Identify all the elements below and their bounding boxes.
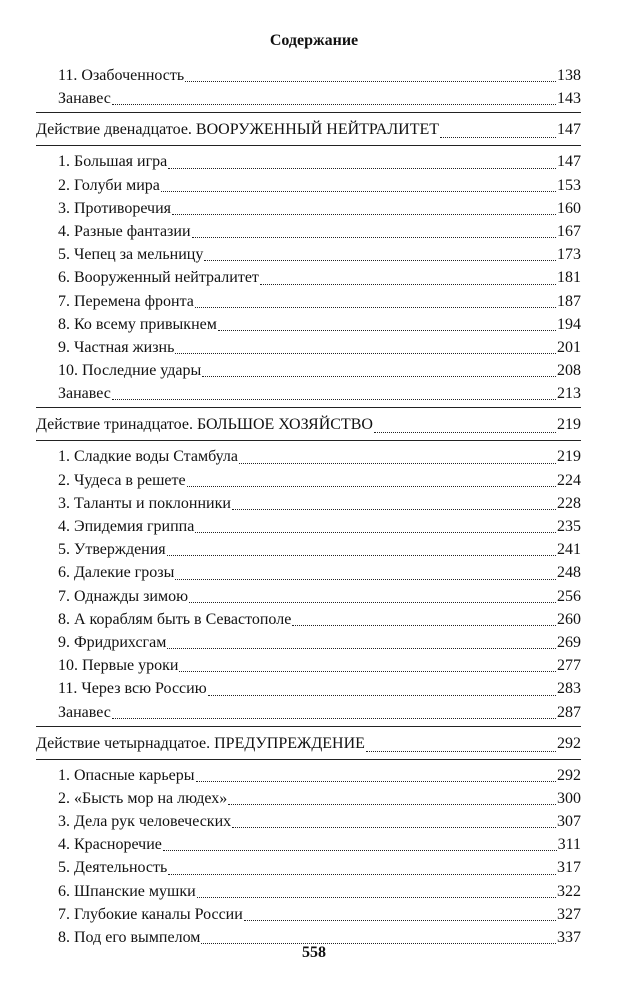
toc-entry-title: 2. Голуби мира (58, 176, 160, 194)
toc-entry (36, 833, 581, 856)
toc-entry (36, 654, 581, 677)
table-of-contents (36, 64, 581, 949)
toc-entry (36, 764, 581, 787)
toc-entry-page: 213 (557, 385, 581, 403)
dot-leader (374, 412, 556, 438)
dot-leader (167, 631, 556, 654)
toc-entry-page: 224 (557, 471, 581, 489)
toc-entry-page: 269 (557, 633, 581, 651)
toc-entry-page: 287 (557, 703, 581, 721)
toc-entry (36, 677, 581, 700)
toc-entry (36, 515, 581, 538)
toc-entry-title: 11. Через всю Россию (58, 680, 207, 698)
toc-entry-title: 3. Противоречия (58, 199, 172, 217)
toc-entry-title: 2. «Бысть мор на людех» (58, 789, 228, 807)
toc-entry-title: Занавес (58, 90, 111, 108)
dot-leader (185, 64, 556, 87)
dot-leader (168, 150, 556, 173)
toc-entry-page: 219 (557, 416, 581, 434)
toc-entry-title: 1. Сладкие воды Стамбула (58, 448, 238, 466)
toc-entry-title: 7. Глубокие каналы России (58, 905, 243, 923)
dot-leader (366, 731, 556, 757)
dot-leader (175, 336, 556, 359)
section-divider (36, 112, 581, 113)
toc-entry-page: 317 (557, 859, 581, 877)
toc-entry (36, 856, 581, 879)
toc-entry-title: Действие четырнадцатое. ПРЕДУПРЕЖДЕНИЕ (36, 734, 365, 752)
toc-entry-title: 8. А кораблям быть в Севастополе (58, 610, 292, 628)
toc-entry-page: 181 (557, 269, 581, 287)
toc-entry-page: 219 (557, 448, 581, 466)
dot-leader (187, 469, 556, 492)
toc-entry-page: 160 (557, 199, 581, 217)
toc-entry (36, 174, 581, 197)
dot-leader (179, 654, 556, 677)
toc-entry-title: Занавес (58, 703, 111, 721)
toc-entry-page: 194 (557, 315, 581, 333)
toc-entry-title: 10. Последние удары (58, 362, 202, 380)
page-title: Содержание (269, 32, 359, 49)
toc-entry-title: Занавес (58, 385, 111, 403)
toc-entry-title: 5. Чепец за мельницу (58, 246, 204, 264)
toc-entry (36, 903, 581, 926)
toc-entry-title: Действие двенадцатое. ВООРУЖЕННЫЙ НЕЙТРАЛИТЕТ (36, 121, 440, 139)
toc-entry (36, 313, 581, 336)
toc-entry-page: 228 (557, 494, 581, 512)
toc-entry-page: 322 (557, 882, 581, 900)
dot-leader (260, 266, 556, 289)
toc-entry-title: 9. Частная жизнь (58, 338, 175, 356)
toc-entry-page: 337 (557, 929, 581, 946)
toc-entry-page: 153 (557, 176, 581, 194)
toc-entry (36, 336, 581, 359)
toc-entry-title: 1. Опасные карьеры (58, 766, 195, 784)
toc-entry-title: 4. Разные фантазии (58, 222, 191, 240)
dot-leader (208, 677, 556, 700)
toc-entry-page: 208 (557, 362, 581, 380)
dot-leader (292, 608, 556, 631)
section-divider (36, 726, 581, 727)
dot-leader (192, 220, 557, 243)
toc-entry-page: 277 (557, 657, 581, 675)
dot-leader (195, 515, 556, 538)
toc-entry-title: Действие тринадцатое. БОЛЬШОЕ ХОЗЯЙСТВО (36, 416, 373, 434)
toc-entry (36, 585, 581, 608)
toc-entry-page: 300 (557, 789, 581, 807)
toc-entry-title: 8. Под его вымпелом (58, 929, 201, 946)
toc-entry-page: 138 (557, 67, 581, 84)
toc-entry-title: 4. Эпидемия гриппа (58, 518, 195, 535)
dot-leader (163, 833, 557, 856)
toc-entry-title: 7. Однажды зимою (58, 587, 189, 605)
toc-entry (36, 608, 581, 631)
dot-leader (168, 856, 556, 879)
toc-entry-page: 201 (557, 338, 581, 356)
dot-leader (195, 290, 556, 313)
toc-entry (36, 266, 581, 289)
toc-entry (36, 787, 581, 810)
dot-leader (204, 243, 556, 266)
toc-entry (36, 382, 581, 405)
toc-entry-title: 11. Озабоченность (58, 67, 185, 84)
section-divider (36, 145, 581, 146)
dot-leader (112, 87, 556, 110)
dot-leader (196, 764, 556, 787)
toc-entry-page: 327 (557, 905, 581, 923)
toc-entry-title: 5. Утверждения (58, 541, 166, 559)
toc-entry-page: 292 (557, 766, 581, 784)
toc-entry (36, 64, 581, 87)
dot-leader (232, 810, 556, 833)
toc-entry-title: 2. Чудеса в решете (58, 471, 186, 489)
toc-entry-title: 3. Дела рук человеческих (58, 813, 232, 831)
dot-leader (189, 585, 556, 608)
toc-entry-page: 167 (557, 222, 581, 240)
toc-entry-page: 147 (557, 153, 581, 171)
toc-entry (36, 631, 581, 654)
toc-entry-page: 248 (557, 564, 581, 582)
dot-leader (175, 561, 556, 584)
dot-leader (202, 359, 556, 382)
toc-entry-title: 4. Красноречие (58, 836, 162, 854)
dot-leader (167, 538, 556, 561)
toc-entry (36, 492, 581, 515)
toc-entry-page: 260 (557, 610, 581, 628)
toc-entry-page: 283 (557, 680, 581, 698)
toc-entry-title: 5. Деятельность (58, 859, 168, 877)
toc-entry-title: 7. Перемена фронта (58, 292, 194, 310)
toc-entry-page: 147 (557, 121, 581, 139)
dot-leader (218, 313, 556, 336)
dot-leader (239, 445, 556, 468)
toc-entry-title: 6. Вооруженный нейтралитет (58, 269, 259, 287)
toc-chapter-entry (36, 412, 581, 438)
toc-chapter-entry (36, 117, 581, 143)
dot-leader (112, 701, 556, 724)
toc-entry (36, 87, 581, 110)
section-divider (36, 440, 581, 441)
toc-entry (36, 197, 581, 220)
dot-leader (244, 903, 556, 926)
dot-leader (172, 197, 556, 220)
toc-entry-page: 307 (557, 813, 581, 831)
toc-entry-page: 235 (557, 518, 581, 535)
page-number: 558 (302, 944, 326, 961)
toc-entry-title: 1. Большая игра (58, 153, 168, 171)
toc-entry (36, 561, 581, 584)
toc-entry (36, 359, 581, 382)
dot-leader (112, 382, 556, 405)
dot-leader (161, 174, 556, 197)
toc-entry-page: 241 (557, 541, 581, 559)
toc-entry-title: 6. Шпанские мушки (58, 882, 196, 900)
toc-entry (36, 150, 581, 173)
toc-entry-page: 292 (557, 734, 581, 752)
dot-leader (232, 492, 556, 515)
toc-entry-title: 8. Ко всему привыкнем (58, 315, 217, 333)
section-divider (36, 759, 581, 760)
toc-entry-title: 10. Первые уроки (58, 657, 179, 675)
dot-leader (197, 880, 556, 903)
toc-entry (36, 880, 581, 903)
toc-entry-page: 311 (557, 836, 581, 854)
toc-entry-page: 256 (557, 587, 581, 605)
toc-entry (36, 243, 581, 266)
toc-entry (36, 538, 581, 561)
toc-entry-title: 9. Фридрихсгам (58, 633, 167, 651)
toc-entry-title: 6. Далекие грозы (58, 564, 175, 582)
toc-entry (36, 290, 581, 313)
toc-entry (36, 445, 581, 468)
toc-entry (36, 469, 581, 492)
toc-entry (36, 810, 581, 833)
toc-entry-title: 3. Таланты и поклонники (58, 494, 231, 512)
toc-entry-page: 173 (557, 246, 581, 264)
toc-entry-page: 187 (557, 292, 581, 310)
dot-leader (228, 787, 556, 810)
toc-chapter-entry (36, 731, 581, 757)
toc-entry (36, 220, 581, 243)
toc-entry-page: 143 (557, 90, 581, 108)
toc-entry (36, 701, 581, 724)
dot-leader (440, 117, 556, 143)
section-divider (36, 407, 581, 408)
